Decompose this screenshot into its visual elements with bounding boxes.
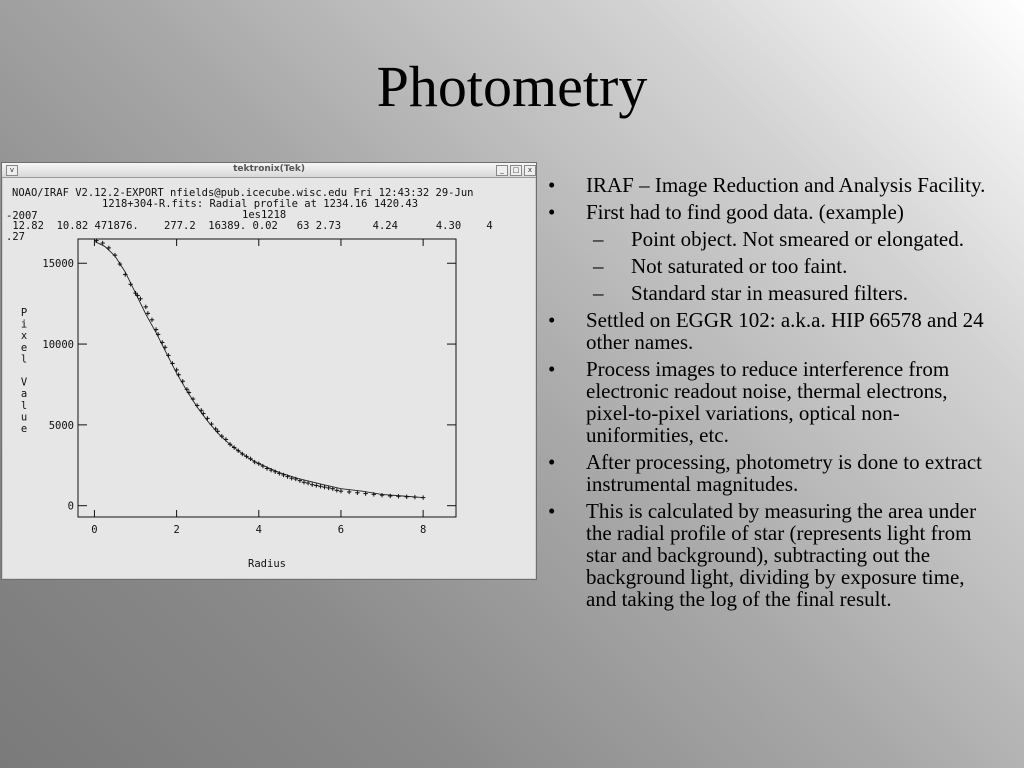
data-point xyxy=(257,461,261,465)
bullet-text: Settled on EGGR 102: a.k.a. HIP 66578 and 24 other names. xyxy=(586,308,984,354)
y-axis-label-char: i xyxy=(20,318,28,331)
radial-profile-plot xyxy=(2,178,536,579)
iraf-header-line: NOAO/IRAF V2.12.2-EXPORT nfields@pub.icecube.wisc.edu Fri 12:43:32 29-Jun xyxy=(12,187,474,199)
bullet-marker: • xyxy=(548,200,556,224)
bullet-marker: • xyxy=(548,450,556,474)
tektronix-window[interactable] xyxy=(1,162,537,580)
data-point xyxy=(215,429,219,433)
sub-bullet-item xyxy=(548,282,988,304)
data-point xyxy=(181,379,185,383)
iraf-image-line: 1218+304-R.fits: Radial profile at 1234.16 1420.43 xyxy=(102,198,419,210)
y-tick-label: 10000 xyxy=(42,339,74,352)
data-point xyxy=(388,494,392,498)
data-point xyxy=(396,494,400,498)
y-axis-label xyxy=(21,307,28,435)
x-tick-label: 6 xyxy=(337,524,345,536)
bullet-item xyxy=(548,500,988,610)
bullet-list xyxy=(548,174,988,615)
bullet-text: After processing, photometry is done to extract instrumental magnitudes. xyxy=(586,450,982,496)
x-tick-label: 4 xyxy=(255,524,262,536)
bullet-marker: • xyxy=(548,308,556,332)
bullet-text: Process images to reduce interference from electronic readout noise, thermal electrons, pixel-to-pixel variations, optical non-uniformities, etc. xyxy=(586,357,950,447)
x-tick-label: 2 xyxy=(173,524,180,536)
y-axis-label-char: V xyxy=(20,376,28,389)
sub-bullet-item xyxy=(548,228,988,250)
bullet-text: First had to find good data. (example) xyxy=(586,200,904,224)
data-point xyxy=(314,483,318,487)
data-point xyxy=(318,484,322,488)
minimize-button[interactable]: _ xyxy=(496,165,508,176)
sub-bullet-item xyxy=(548,255,988,277)
data-point xyxy=(404,495,408,499)
data-point xyxy=(209,422,213,426)
data-point xyxy=(213,427,217,431)
x-tick-label: 0 xyxy=(91,524,98,536)
y-tick-label: 15000 xyxy=(42,258,74,271)
data-point xyxy=(224,437,228,441)
data-point xyxy=(154,327,158,331)
bullet-text: IRAF – Image Reduction and Analysis Facility. xyxy=(586,173,986,197)
y-axis-label-char: P xyxy=(20,307,28,319)
iraf-object-name: 1es1218 xyxy=(242,209,287,221)
bullet-item xyxy=(548,174,988,196)
data-point xyxy=(199,408,203,412)
data-point xyxy=(113,253,117,257)
window-titlebar[interactable] xyxy=(2,163,536,178)
data-point xyxy=(201,411,205,415)
dash-marker: – xyxy=(593,227,604,251)
dash-marker: – xyxy=(593,281,604,305)
bullet-item xyxy=(548,451,988,495)
data-point xyxy=(339,489,343,493)
y-tick-label: 0 xyxy=(67,500,74,513)
data-point xyxy=(310,482,314,486)
data-point xyxy=(107,246,111,250)
y-axis-label-char: x xyxy=(20,330,28,343)
data-point xyxy=(421,495,425,499)
y-axis-label-char: u xyxy=(20,411,28,424)
close-button[interactable]: x xyxy=(524,165,536,176)
data-point xyxy=(174,368,178,372)
fit-curve xyxy=(94,241,423,497)
y-tick-label: 5000 xyxy=(48,419,74,432)
bullet-item xyxy=(548,309,988,353)
iraf-stats-line: 12.82 10.82 471876. 277.2 16389. 0.02 63 2.73 4.24 4.30 4 xyxy=(6,220,493,232)
data-point xyxy=(150,318,154,322)
data-point xyxy=(144,305,148,309)
y-axis-label-char: l xyxy=(20,353,28,366)
y-axis-label-char: a xyxy=(20,388,28,401)
data-point xyxy=(335,488,339,492)
data-point xyxy=(413,495,417,499)
y-axis-label-char: l xyxy=(20,399,28,412)
bullet-item xyxy=(548,358,988,446)
bullet-text: Standard star in measured filters. xyxy=(631,281,908,305)
bullet-text: This is calculated by measuring the area under the radial profile of star (represents light from star and background), subtracting out the background light, dividing by exposure time, and taking the log of the final result. xyxy=(586,499,977,611)
y-axis-label-char: e xyxy=(20,423,28,435)
iraf-date-continuation: -2007 xyxy=(6,210,38,222)
data-point xyxy=(133,291,137,295)
data-point xyxy=(163,345,167,349)
iraf-stats-continuation: .27 xyxy=(6,231,25,243)
data-point xyxy=(380,493,384,497)
x-axis-label: Radius xyxy=(248,558,286,570)
bullet-marker: • xyxy=(548,499,556,523)
window-menu-button[interactable]: v xyxy=(6,165,18,176)
window-title: tektronix(Tek) xyxy=(233,164,305,174)
slide-title: Photometry xyxy=(376,54,648,119)
bullet-item xyxy=(548,201,988,223)
bullet-text: Point object. Not smeared or elongated. xyxy=(631,227,964,251)
bullet-text: Not saturated or too faint. xyxy=(631,254,848,278)
dash-marker: – xyxy=(593,254,604,278)
plot-frame xyxy=(78,239,456,517)
bullet-marker: • xyxy=(548,173,556,197)
maximize-button[interactable]: □ xyxy=(510,165,522,176)
x-tick-label: 8 xyxy=(419,524,427,536)
bullet-marker: • xyxy=(548,357,556,381)
data-point xyxy=(347,490,351,494)
data-point xyxy=(205,416,209,420)
y-axis-label-char: e xyxy=(20,341,28,354)
